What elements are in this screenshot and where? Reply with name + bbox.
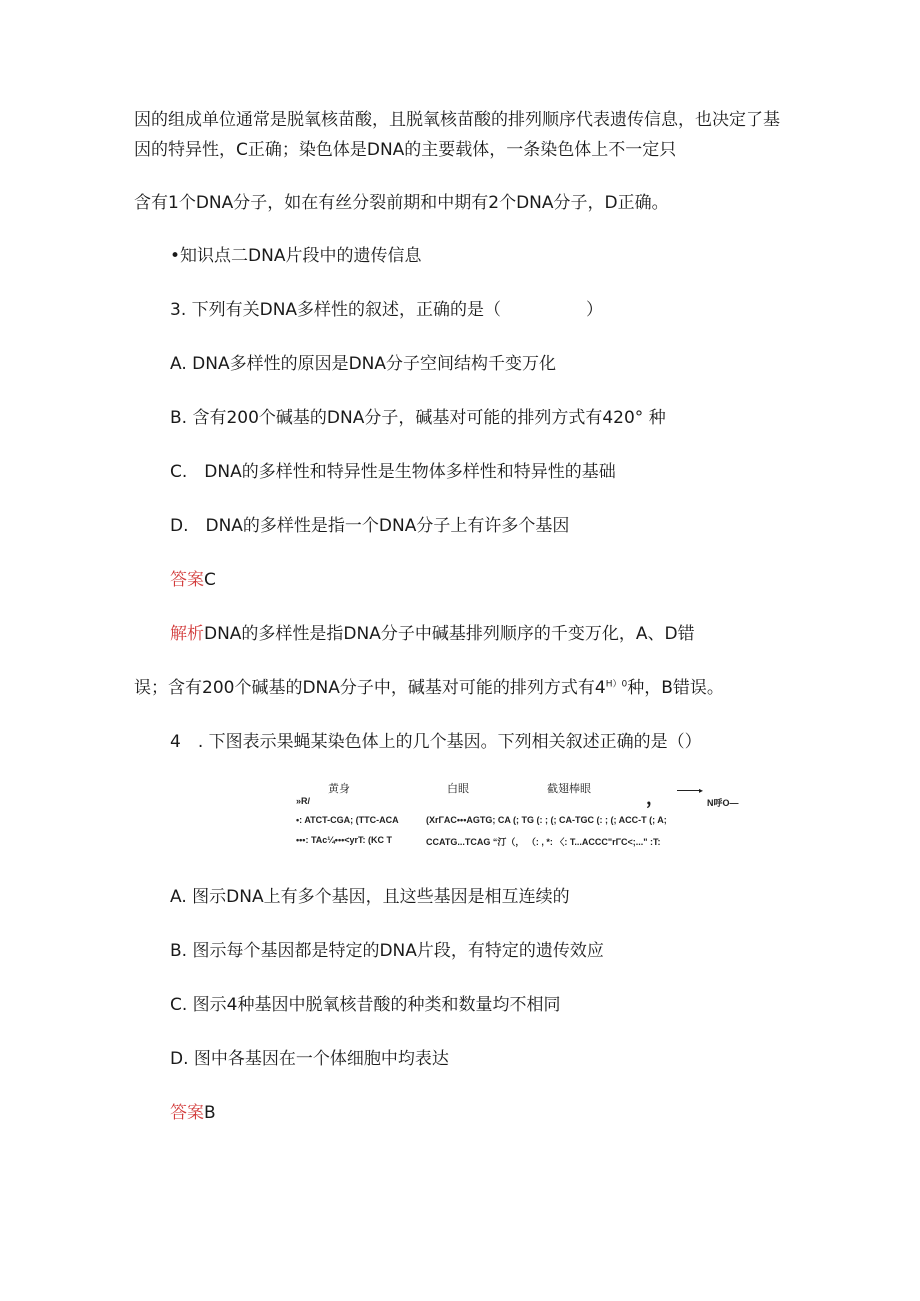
question-3-answer bbox=[170, 569, 216, 591]
answer-value: C bbox=[204, 570, 216, 590]
diagram-row1-right: (XrΓAC•••AGTG; CA (; TG (: ; (; CA-TGC (: ; (; ACC-T (; A; bbox=[426, 815, 667, 825]
diagram-row1-left: •: ATCT-CGA; (TTC-ACA bbox=[296, 815, 399, 825]
diagram-row0-right: N呼O— bbox=[707, 798, 739, 808]
question-3-option-b: B. 含有200个碱基的DNA分子，碱基对可能的排列方式有420° 种 bbox=[170, 408, 666, 428]
diagram-row0-comma: ， bbox=[646, 788, 664, 808]
diagram-row0-left: »R/ bbox=[296, 796, 311, 806]
question-3-analysis-continued bbox=[134, 677, 724, 699]
analysis-label: 解析 bbox=[170, 624, 204, 644]
diagram-row2-right: CCATG...TCAG “汀（， （: , *: 〈: T...ACCC"rΓC<;..." :T: bbox=[426, 837, 661, 847]
question-3-option-d: D. DNA的多样性是指一个DNA分子上有许多个基因 bbox=[170, 516, 570, 536]
arrow-right-icon: ▸ bbox=[699, 786, 704, 795]
paragraph-line: 含有1个DNA分子，如在有丝分裂前期和中期有2个DNA分子，D正确。 bbox=[134, 193, 669, 213]
paragraph-line: 因的特异性，C正确；染色体是DNA的主要载体，一条染色体上不一定只 bbox=[134, 140, 677, 160]
question-4-option-b: B. 图示每个基因都是特定的DNA片段，有特定的遗传效应 bbox=[170, 941, 604, 961]
question-3-option-c: C. DNA的多样性和特异性是生物体多样性和特异性的基础 bbox=[170, 462, 616, 482]
knowledge-point-heading: •知识点二DNA片段中的遗传信息 bbox=[170, 246, 422, 266]
question-4-answer bbox=[170, 1102, 216, 1124]
question-3-analysis bbox=[170, 623, 695, 645]
answer-label: 答案 bbox=[170, 1103, 204, 1123]
question-3-option-a: A. DNA多样性的原因是DNA分子空间结构千变万化 bbox=[170, 354, 557, 374]
question-4-option-c: C. 图示4种基因中脱氧核昔酸的种类和数量均不相同 bbox=[170, 995, 561, 1015]
question-3-stem: 3. 下列有关DNA多样性的叙述，正确的是（ ） bbox=[170, 300, 604, 320]
analysis-text: DNA的多样性是指DNA分子中碱基排列顺序的千变万化，A、D错 bbox=[204, 624, 695, 644]
gene-label-cut-wing-bar-eye: 截翅棒眼 bbox=[547, 782, 591, 795]
diagram-row2-left: •••: TAc¼•••<yrT: (KC T bbox=[296, 835, 392, 845]
question-4-stem: 4 . 下图表示果蝇某染色体上的几个基因。下列相关叙述正确的是（） bbox=[170, 732, 702, 752]
question-4-option-a: A. 图示DNA上有多个基因，且这些基因是相互连续的 bbox=[170, 887, 570, 907]
question-4-option-d: D. 图中各基因在一个体细胞中均表达 bbox=[170, 1049, 449, 1069]
gene-label-white-eye: 白眼 bbox=[447, 782, 469, 795]
analysis-superscript: H）0 bbox=[605, 679, 628, 690]
analysis-text: 种，B错误。 bbox=[627, 678, 724, 698]
diagram-arrow-line bbox=[677, 790, 701, 791]
answer-value: B bbox=[204, 1103, 216, 1123]
answer-label: 答案 bbox=[170, 570, 204, 590]
paragraph-line: 因的组成单位通常是脱氧核苗酸，且脱氧核苗酸的排列顺序代表遗传信息，也决定了基 bbox=[134, 110, 780, 130]
analysis-text: 误；含有200个碱基的DNA分子中，碱基对可能的排列方式有4 bbox=[134, 678, 606, 698]
gene-label-yellow-body: 黄身 bbox=[328, 782, 350, 795]
